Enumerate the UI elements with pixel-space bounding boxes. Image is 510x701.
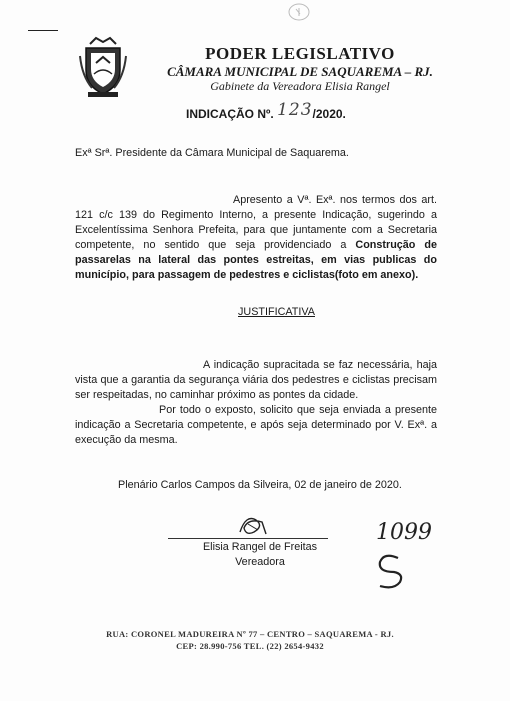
justification-text-2: Por todo o exposto, solicito que seja enviada a presente indicação a Secretaria competente, e após seja determinado por V. Exª. a execução da mesma. [75, 404, 437, 446]
chamber-name: CÂMARA MUNICIPAL DE SAQUAREMA – RJ. [167, 64, 433, 79]
footer-contact: CEP: 28.990-756 TEL. (22) 2654-9432 [176, 641, 324, 651]
justification-paragraph [75, 358, 437, 448]
indicacao-label: INDICAÇÃO Nº. [186, 107, 274, 121]
request-paragraph [75, 193, 437, 283]
address-footer [100, 628, 400, 652]
indicacao-year: /2020. [312, 107, 346, 121]
councilor-office: Gabinete da Vereadora Elisia Rangel [210, 79, 390, 93]
letterhead [150, 44, 450, 93]
indicacao-heading [186, 100, 346, 123]
footer-address: RUA: CORONEL MADUREIRA Nº 77 – CENTRO – SAQUAREMA - RJ. [106, 629, 394, 639]
justification-text-1: A indicação supracitada se faz necessária, haja vista que a garantia da segurança viária dos pedestres e ciclistas precisam ser respeitadas, no caminhar próximo as pontes da cidade. [75, 359, 437, 401]
faint-stamp-mark-icon [286, 2, 312, 22]
indicacao-number: 123 [277, 100, 313, 120]
legislative-power-title: PODER LEGISLATIVO [205, 44, 395, 63]
handwritten-protocol-number: 1099 [376, 520, 432, 545]
addressee-line: Exª Srª. Presidente da Câmara Municipal de Saquarema. [75, 147, 349, 159]
signature-line [168, 538, 328, 539]
request-subject: Construção de passarelas na lateral das pontes estreitas, em vias publicas do município, para passagem de pedestres e ciclistas(foto em anexo). [75, 239, 438, 281]
place-and-date: Plenário Carlos Campos da Silveira, 02 de janeiro de 2020. [118, 479, 402, 491]
signer-role: Vereadora [235, 556, 285, 568]
municipal-coat-of-arms-icon [78, 36, 128, 98]
handwritten-initial-icon [370, 550, 410, 592]
request-text: Apresento a Vª. Exª. nos termos dos art. 121 c/c 139 do Regimento Interno, a presente Indicação, sugerindo a Excelentíssima Senhora Prefeita, para que juntamente com a Secretaria competente, no sentido que seja providenciado a [75, 194, 437, 251]
handwritten-signature-icon [236, 512, 270, 538]
justification-title: JUSTIFICATIVA [238, 306, 315, 318]
signer-name: Elisia Rangel de Freitas [202, 541, 318, 553]
margin-mark [28, 30, 58, 31]
